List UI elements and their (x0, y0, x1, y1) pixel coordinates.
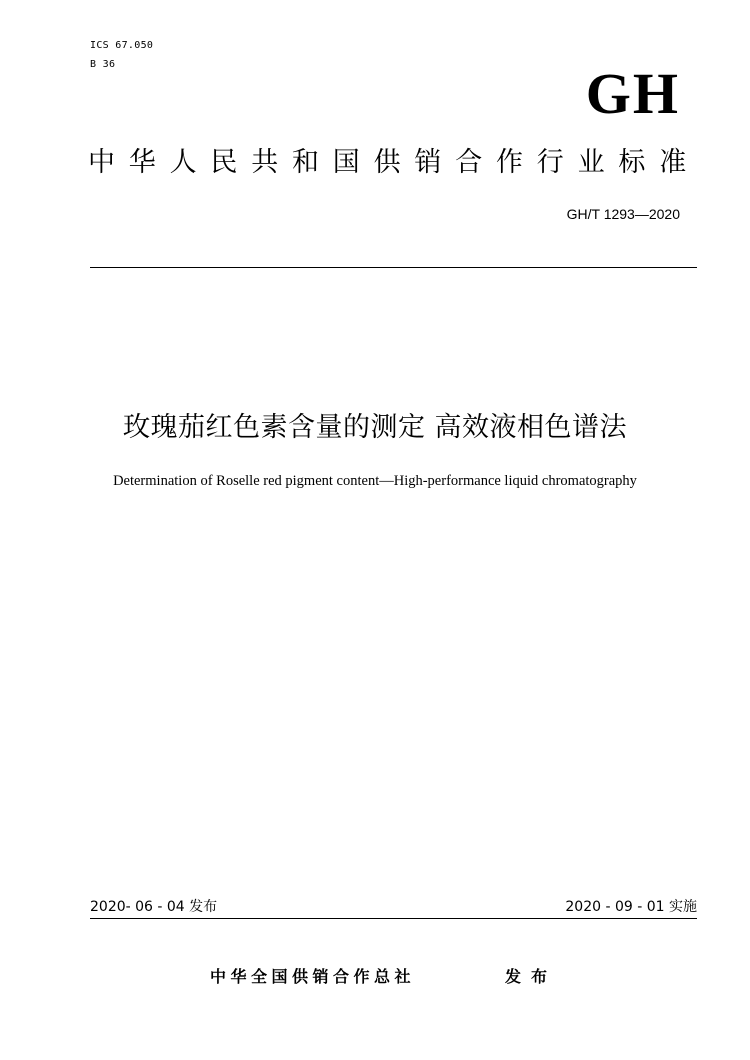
document-title-cn: 玫瑰茄红色素含量的测定 高效液相色谱法 (122, 412, 628, 443)
footer-divider (90, 918, 697, 919)
issue-label: 发布 (505, 967, 558, 986)
ics-code: ICS 67.050 (90, 40, 154, 51)
header-divider (90, 267, 697, 268)
standard-title: 中华人民共和国供销合作行业标准 (88, 147, 700, 178)
standard-number: GH/T 1293—2020 (566, 206, 680, 222)
document-title-en: Determination of Roselle red pigment content—High-performance liquid chromatography (113, 473, 637, 489)
gh-logo: GH (585, 61, 680, 126)
implementation-date: 2020 - 09 - 01 实施 (565, 899, 697, 915)
issuer-name: 中华全国供销合作总社 (210, 967, 416, 986)
ccs-code: B 36 (90, 59, 116, 70)
publication-date: 2020- 06 - 04 发布 (90, 899, 218, 915)
